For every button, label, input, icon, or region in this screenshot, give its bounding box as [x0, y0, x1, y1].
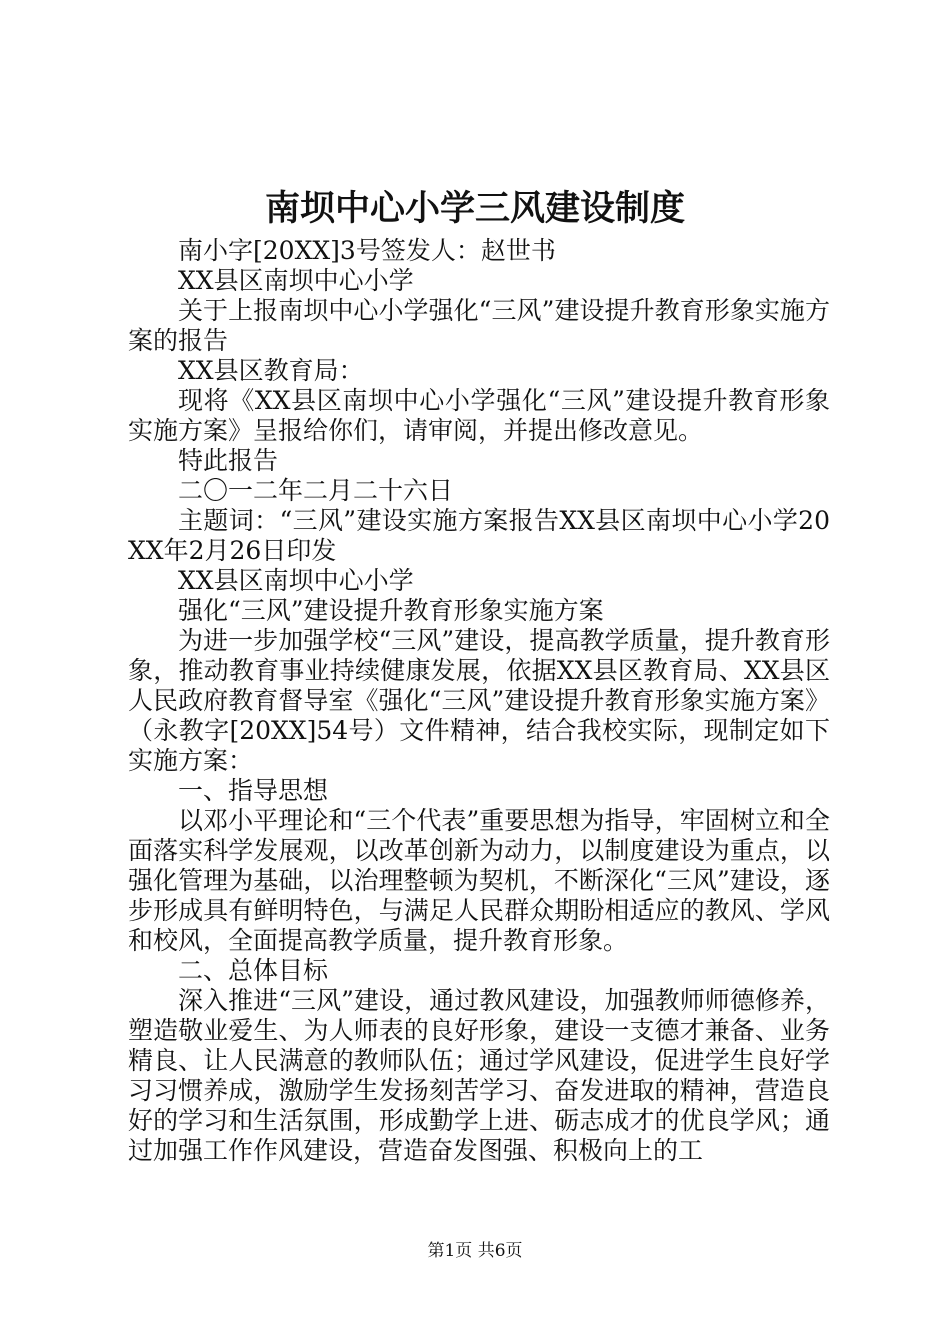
- paragraph: 现将《XX县区南坝中心小学强化“三风”建设提升教育形象实施方案》呈报给你们，请审阅，并提出修改意见。: [128, 386, 830, 445]
- paragraph: 以邓小平理论和“三个代表”重要思想为指导，牢固树立和全面落实科学发展观，以改革创新为动力，以制度建设为重点，以强化管理为基础，以治理整顿为契机，不断深化“三风”建设，逐步形成具有鲜明特色，与满足人民群众期盼相适应的教风、学风和校风，全面提高教学质量，提升教育形象。: [128, 806, 830, 955]
- section-heading: 一、指导思想: [178, 776, 329, 805]
- paragraph: 为进一步加强学校“三风”建设，提高教学质量，提升教育形象，推动教育事业持续健康发展，依据XX县区教育局、XX县区人民政府教育督导室《强化“三风”建设提升教育形象实施方案》（永教字[20XX]54号）文件精神，结合我校实际，现制定如下实施方案：: [128, 626, 830, 775]
- subject-words: 主题词：“三风”建设实施方案报告XX县区南坝中心小学20XX年2月26日印发: [128, 506, 830, 565]
- section-heading: 二、总体目标: [178, 956, 329, 985]
- doc-number-line: 南小字[20XX]3号签发人：赵世书: [178, 236, 556, 265]
- plan-title: 强化“三风”建设提升教育形象实施方案: [178, 596, 604, 625]
- closing-phrase: 特此报告: [178, 446, 279, 475]
- school-name: XX县区南坝中心小学: [178, 266, 414, 295]
- document-body: [128, 236, 830, 1166]
- paragraph: 深入推进“三风”建设，通过教风建设，加强教师师德修养，塑造敬业爱生、为人师表的良好形象，建设一支德才兼备、业务精良、让人民满意的教师队伍；通过学风建设，促进学生良好学习习惯养成，激励学生发扬刻苦学习、奋发进取的精神，营造良好的学习和生活氛围，形成勤学上进、砺志成才的优良学风；通过加强工作作风建设，营造奋发图强、积极向上的工: [128, 986, 830, 1165]
- report-heading: 关于上报南坝中心小学强化“三风”建设提升教育形象实施方案的报告: [128, 296, 830, 355]
- recipient: XX县区教育局：: [178, 356, 364, 385]
- school-name: XX县区南坝中心小学: [178, 566, 414, 595]
- document-title: 南坝中心小学三风建设制度: [264, 188, 685, 229]
- date-line: 二〇一二年二月二十六日: [178, 476, 454, 505]
- page-number-footer: 第1页 共6页: [427, 1241, 523, 1261]
